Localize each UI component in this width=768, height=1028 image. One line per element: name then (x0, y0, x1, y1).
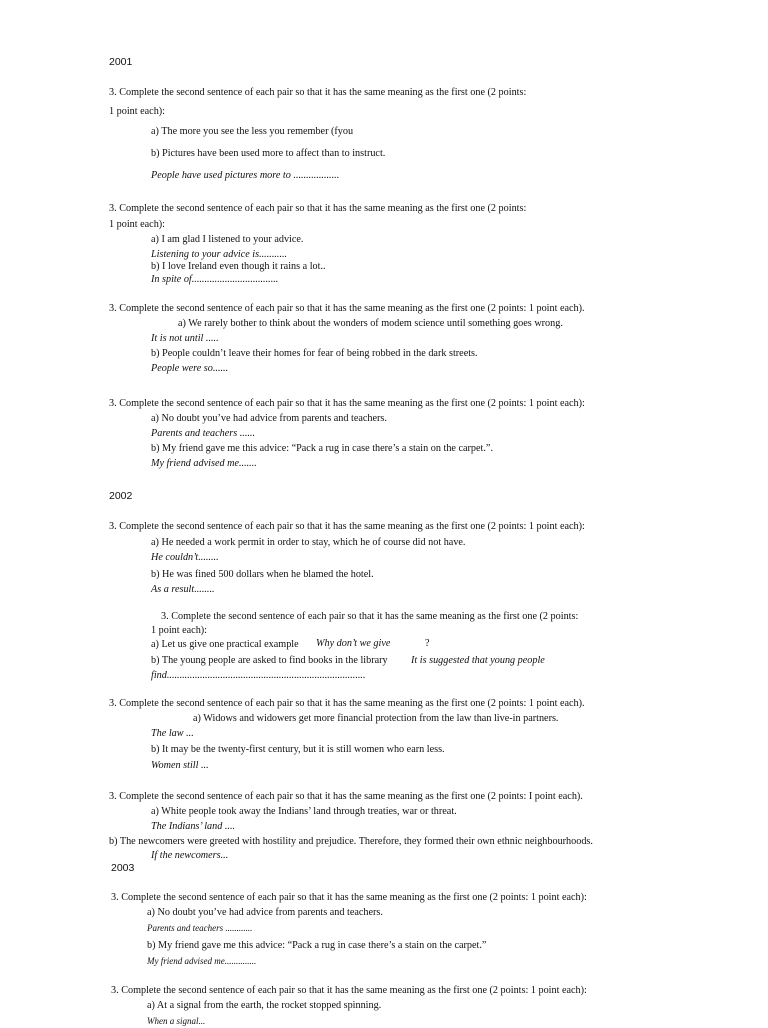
question-mark: ? (425, 638, 430, 649)
item-a-sentence: a) Widows and widowers get more financial protection from the law than live-in partners. (193, 713, 559, 724)
exercise-instruction-cont: 1 point each): (151, 625, 208, 636)
item-a-sentence: a) We rarely bother to think about the wonders of modem science until something goes wrong. (178, 318, 563, 329)
item-b-sentence: b) I love Ireland even though it rains a lot.. (151, 261, 326, 272)
item-b-sentence: b) Pictures have been used more to affect than to instruct. (151, 148, 386, 159)
item-a-sentence: a) Let us give one practical example (151, 639, 299, 650)
item-a-answer-prompt: Listening to your advice is........... (151, 249, 288, 260)
item-b-answer-line: find.............................................................................. (151, 670, 366, 681)
item-b-sentence: b) It may be the twenty-first century, but it is still women who earn less. (151, 744, 445, 755)
item-b-sentence: b) The young people are asked to find books in the library (151, 655, 388, 666)
item-a-answer-prompt: Why don’t we give (316, 638, 391, 649)
exercise-instruction: 3. Complete the second sentence of each pair so that it has the same meaning as the first one (2 points: 1 point each). (109, 698, 585, 709)
item-b-answer-prompt: In spite of.................................. (151, 274, 279, 285)
item-b-answer-prompt: As a result........ (151, 584, 215, 595)
item-a-answer-prompt: The law ... (151, 728, 194, 739)
item-b-answer-prompt: People have used pictures more to .................. (151, 170, 340, 181)
exercise-instruction: 3. Complete the second sentence of each pair so that it has the same meaning as the first one (2 points: I point each). (109, 791, 583, 802)
exercise-instruction: 3. Complete the second sentence of each pair so that it has the same meaning as the first one (2 points: 1 point each): (109, 521, 585, 532)
exercise-instruction: 3. Complete the second sentence of each pair so that it has the same meaning as the first one (2 points: (109, 203, 527, 214)
item-a-sentence: a) He needed a work permit in order to stay, which he of course did not have. (151, 537, 466, 548)
exercise-instruction-cont: 1 point each): (109, 219, 166, 230)
item-b-answer-prompt: If the newcomers... (151, 850, 229, 861)
item-a-sentence: a) At a signal from the earth, the rocket stopped spinning. (147, 1000, 382, 1011)
item-a-sentence: a) No doubt you’ve had advice from parents and teachers. (151, 413, 387, 424)
item-a-sentence: a) I am glad I listened to your advice. (151, 234, 304, 245)
item-a-sentence: a) No doubt you’ve had advice from parents and teachers. (147, 907, 383, 918)
item-b-sentence: b) The newcomers were greeted with hostility and prejudice. Therefore, they formed their own ethnic neighbourhoods. (109, 836, 593, 847)
item-b-answer-prompt: It is suggested that young people (411, 655, 545, 666)
exercise-instruction: 3. Complete the second sentence of each pair so that it has the same meaning as the first one (2 points: 1 point each). (109, 303, 585, 314)
item-a-answer-prompt: It is not until ..... (151, 333, 219, 344)
exercise-instruction: 3. Complete the second sentence of each pair so that it has the same meaning as the first one (2 points: 1 point each): (109, 398, 585, 409)
item-b-sentence: b) My friend gave me this advice: “Pack a rug in case there’s a stain on the carpet.” (147, 940, 487, 951)
item-b-answer-prompt: People were so...... (151, 363, 229, 374)
item-a-sentence: a) The more you see the less you remember (fyou (151, 126, 354, 137)
item-a-answer-prompt: Parents and teachers ...... (151, 428, 256, 439)
year-heading-2002: 2002 (109, 490, 133, 502)
item-a-answer-prompt: He couldn’t........ (151, 552, 219, 563)
exercise-instruction: 3. Complete the second sentence of each pair so that it has the same meaning as the first one (2 points: (109, 87, 527, 98)
item-a-sentence: a) White people took away the Indians’ land through treaties, war or threat. (151, 806, 457, 817)
item-a-answer-prompt: Parents and teachers ............ (147, 923, 253, 933)
exercise-instruction: 3. Complete the second sentence of each pair so that it has the same meaning as the first one (2 points: (161, 611, 579, 622)
year-heading-2003: 2003 (111, 862, 135, 874)
item-b-answer-prompt: My friend advised me....... (151, 458, 257, 469)
item-b-answer-prompt: My friend advised me.............. (147, 956, 257, 966)
item-b-sentence: b) He was fined 500 dollars when he blamed the hotel. (151, 569, 374, 580)
item-a-answer-prompt: The Indians’ land .... (151, 821, 236, 832)
year-heading-2001: 2001 (109, 56, 133, 68)
item-a-answer-prompt: When a signal... (147, 1016, 206, 1026)
item-b-answer-prompt: Women still ... (151, 760, 209, 771)
item-b-sentence: b) People couldn’t leave their homes for fear of being robbed in the dark streets. (151, 348, 478, 359)
exercise-instruction-cont: 1 point each): (109, 106, 166, 117)
exercise-instruction: 3. Complete the second sentence of each pair so that it has the same meaning as the first one (2 points: 1 point each): (111, 985, 587, 996)
exercise-instruction: 3. Complete the second sentence of each pair so that it has the same meaning as the first one (2 points: 1 point each): (111, 892, 587, 903)
item-b-sentence: b) My friend gave me this advice: “Pack a rug in case there’s a stain on the carpet.”. (151, 443, 493, 454)
